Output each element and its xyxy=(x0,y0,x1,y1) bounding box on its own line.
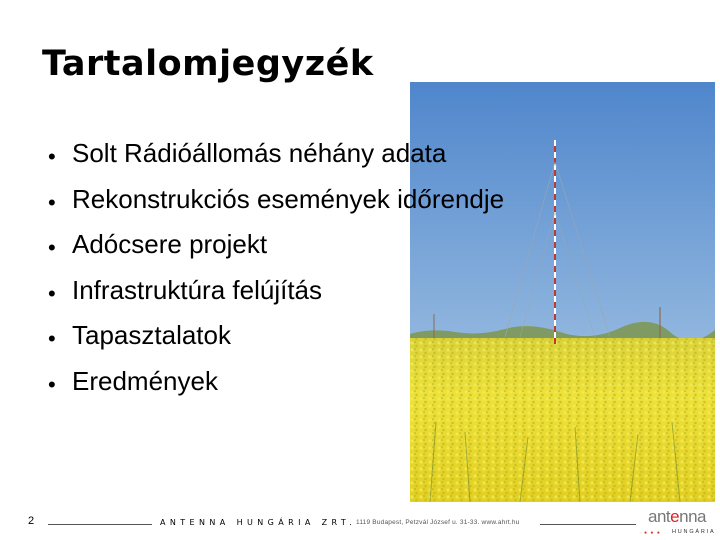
list-item-text: Eredmények xyxy=(72,365,218,396)
list-item xyxy=(48,181,504,227)
bullet-icon: • xyxy=(48,326,56,351)
company-name: ANTENNA HUNGÁRIA ZRT. xyxy=(160,518,357,527)
company-address: 1119 Budapest, Petzvál József u. 31-33. www.ahrt.hu xyxy=(356,519,520,526)
agenda-list xyxy=(48,135,504,408)
bullet-icon: • xyxy=(48,235,56,260)
list-item xyxy=(48,317,504,363)
page-number: 2 xyxy=(28,515,35,527)
logo-dots-icon: ● ● ● xyxy=(644,530,661,536)
logo-wordmark: antenna xyxy=(648,507,706,526)
bullet-icon: • xyxy=(48,371,56,397)
list-item xyxy=(48,272,504,318)
list-item-text: Tapasztalatok xyxy=(72,320,231,350)
antenna-hungaria-logo xyxy=(640,507,715,537)
slide-footer xyxy=(0,505,720,540)
list-item xyxy=(48,135,504,181)
footer-divider xyxy=(540,524,636,525)
list-item xyxy=(48,363,504,409)
slide-title: Tartalomjegyzék xyxy=(42,44,374,84)
bullet-icon: • xyxy=(48,144,56,169)
bullet-icon: • xyxy=(48,280,56,306)
list-item-text: Infrastruktúra felújítás xyxy=(72,274,322,305)
list-item-text: Solt Rádióállomás néhány adata xyxy=(72,138,447,168)
logo-subtitle: HUNGÁRIA xyxy=(672,529,716,535)
list-item-text: Rekonstrukciós események időrendje xyxy=(72,183,505,214)
list-item xyxy=(48,226,504,272)
list-item-text: Adócsere projekt xyxy=(72,229,268,259)
bullet-icon: • xyxy=(48,189,56,215)
footer-divider xyxy=(48,524,152,525)
